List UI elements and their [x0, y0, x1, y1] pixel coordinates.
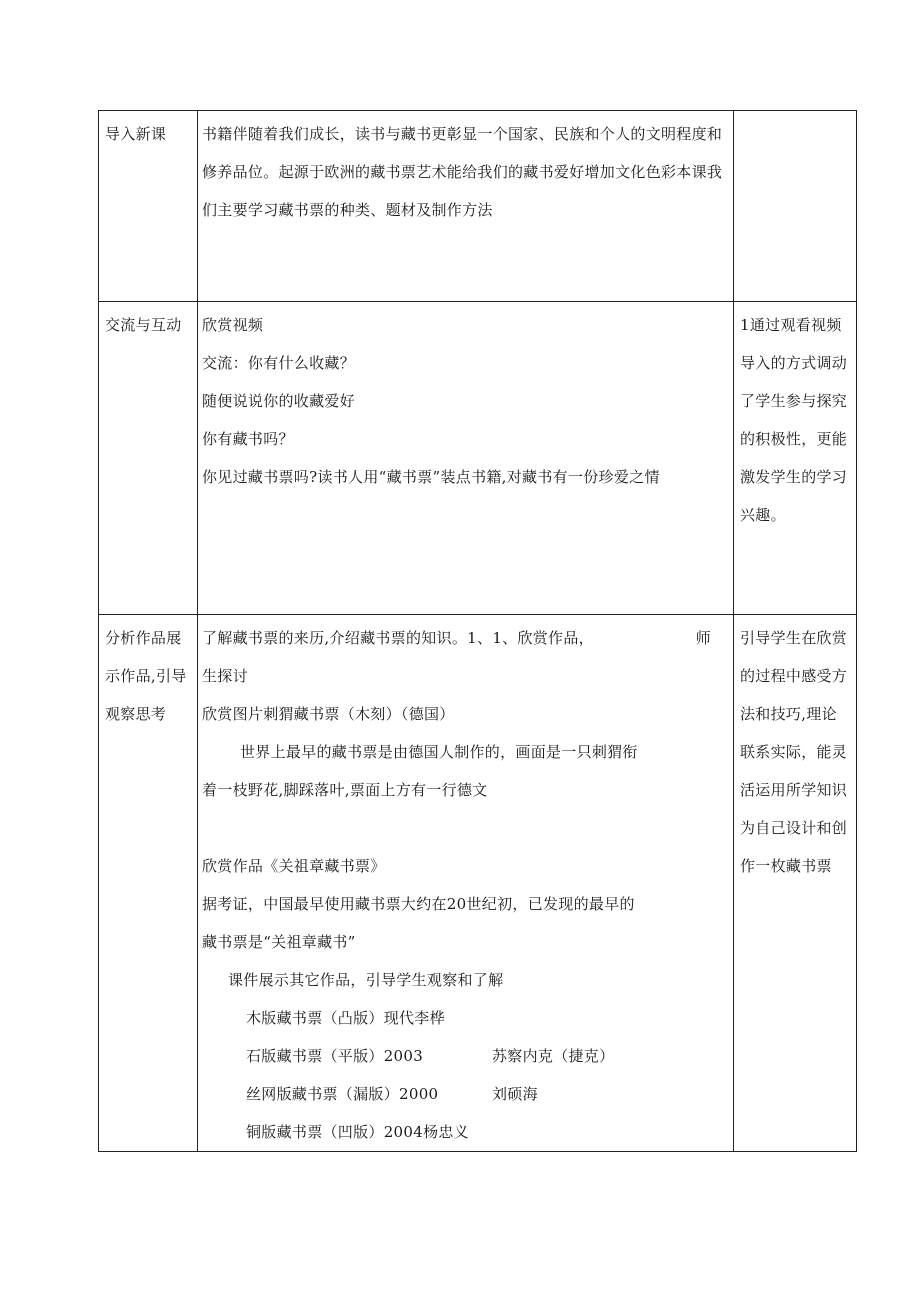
work-item-right: 苏察内克（捷克）: [492, 1047, 615, 1065]
row-note: 1通过观看视频导入的方式调动了学生参与探究的积极性，更能激发学生的学习兴趣。: [740, 316, 848, 524]
work-item-left: 木版藏书票（凸版）现代李桦: [246, 1009, 445, 1027]
row-label: 分析作品展示作品,引导观察思考: [105, 629, 187, 723]
work-item: [202, 1113, 727, 1151]
work-item-left: 石版藏书票（平版）2003: [246, 1047, 424, 1065]
table-row-exchange: [99, 302, 857, 615]
work-item: [202, 999, 727, 1037]
exchange-line: 你见过藏书票吗?读书人用“藏书票”装点书籍,对藏书有一份珍爱之情: [202, 468, 660, 486]
intro-paragraph: 书籍伴随着我们成长，读书与藏书更彰显一个国家、民族和个人的文明程度和修养品位。起源于欧洲的藏书票艺术能给我们的藏书爱好增加文化色彩本课我们主要学习藏书票的种类、题材及制作方法: [202, 125, 723, 219]
row-note: 引导学生在欣赏的过程中感受方法和技巧,理论联系实际，能灵活运用所学知识为自己设计和创作一枚藏书票: [740, 629, 848, 875]
exchange-line: 欣赏视频: [202, 316, 264, 334]
work-item: [202, 1037, 727, 1075]
row-content-cell: [198, 111, 734, 302]
row-note-cell: [734, 615, 857, 1152]
exchange-line: 你有藏书吗？: [202, 430, 294, 448]
analysis-intro-left: 了解藏书票的来历,介绍藏书票的知识。1、1、欣赏作品，: [202, 629, 594, 647]
row-label-cell: [99, 302, 198, 615]
row-label-cell: [99, 111, 198, 302]
work-item: [202, 1075, 727, 1113]
hedgehog-line: 着一枝野花,脚踩落叶,票面上方有一行德文: [202, 781, 488, 799]
exchange-line: 随便说说你的收藏爱好: [202, 392, 356, 410]
work-item-right: 刘硕海: [492, 1085, 538, 1103]
lesson-plan-table: [98, 110, 857, 1152]
row-label: 导入新课: [105, 125, 167, 143]
exchange-line: 交流：你有什么收藏？: [202, 354, 356, 372]
row-content-cell: [198, 302, 734, 615]
guanzuzhang-title: 欣赏作品《关祖章藏书票》: [202, 857, 386, 875]
hedgehog-title: 欣赏图片刺猬藏书票（木刻）（德国）: [202, 705, 455, 723]
work-item-left: 铜版藏书票（凹版）2004杨忠义: [246, 1123, 469, 1141]
hedgehog-line: 世界上最早的藏书票是由德国人制作的，画面是一只刺猬衔: [240, 743, 638, 761]
analysis-intro-right: 师: [695, 629, 711, 647]
row-note-cell: [734, 302, 857, 615]
row-label: 交流与互动: [105, 316, 182, 334]
analysis-intro-line: [202, 619, 727, 657]
guanzuzhang-line: 据考证，中国最早使用藏书票大约在20世纪初，已发现的最早的: [202, 895, 635, 913]
analysis-intro-line2: 生探讨: [202, 667, 248, 685]
guanzuzhang-line: 藏书票是“关祖章藏书”: [202, 933, 356, 951]
row-content-cell: [198, 615, 734, 1152]
table-row-intro: [99, 111, 857, 302]
courseware-line: 课件展示其它作品，引导学生观察和了解: [228, 971, 504, 989]
work-item-left: 丝网版藏书票（漏版）2000: [246, 1085, 439, 1103]
row-label-cell: [99, 615, 198, 1152]
spacer: [202, 809, 727, 847]
lesson-plan-page: [98, 110, 856, 1152]
row-note-cell: [734, 111, 857, 302]
table-row-analysis: [99, 615, 857, 1152]
